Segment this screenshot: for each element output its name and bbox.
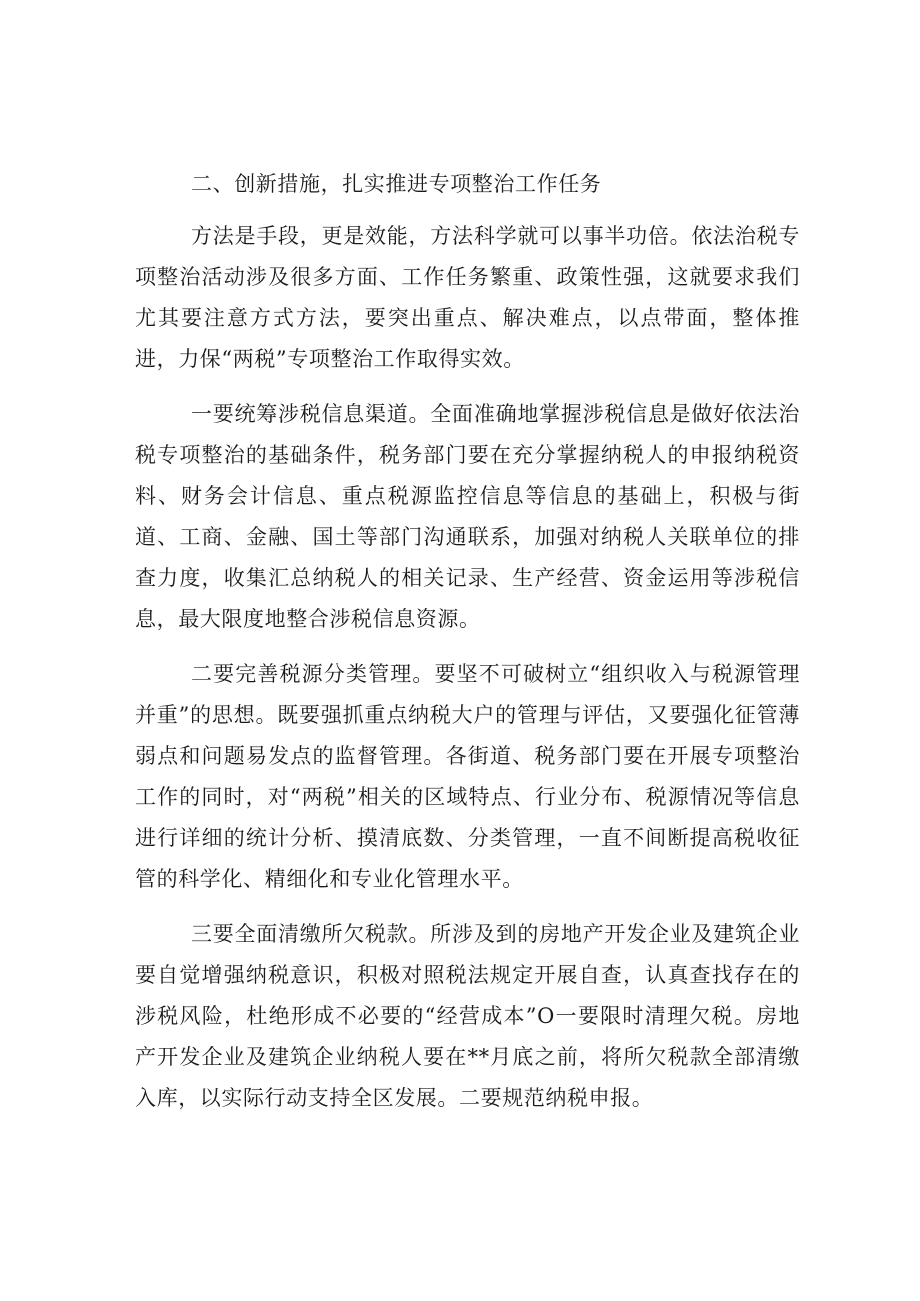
paragraph-tax-info-channels: 一要统筹涉税信息渠道。全面准确地掌握涉税信息是做好依法治税专项整治的基础条件，税务部门要在充分掌握纳税人的申报纳税资料、财务会计信息、重点税源监控信息等信息的基础上，积极与街道、工商、金融、国土等部门沟通联系，加强对纳税人关联单位的排查力度，收集汇总纳税人的相关记录、生产经营、资金运用等涉税信息，最大限度地整合涉税信息资源。 [135,402,800,631]
paragraph-clear-arrears: 三要全面清缴所欠税款。所涉及到的房地产开发企业及建筑企业要自觉增强纳税意识，积极对照税法规定开展自查，认真查找存在的涉税风险，杜绝形成不必要的“经营成本”O一要限时清理欠税。房地产开发企业及建筑企业纳税人要在**月底之前，将所欠税款全部清缴入库，以实际行动支持全区发展。二要规范纳税申报。 [135,922,800,1110]
paragraph-methods: 方法是手段，更是效能，方法科学就可以事半功倍。依法治税专项整治活动涉及很多方面、工作任务繁重、政策性强，这就要求我们尤其要注意方式方法，要突出重点、解决难点，以点带面，整体推进，力保“两税”专项整治工作取得实效。 [135,224,800,371]
document-body [135,162,800,1133]
section-heading: 二、创新措施，扎实推进专项整治工作任务 [191,172,602,196]
paragraph-tax-source-management: 二要完善税源分类管理。要坚不可破树立“组织收入与税源管理并重”的思想。既要强抓重点纳税大户的管理与评估，又要强化征管薄弱点和问题易发点的监督管理。各街道、税务部门要在开展专项整治工作的同时，对“两税”相关的区域特点、行业分布、税源情况等信息进行详细的统计分析、摸清底数、分类管理，一直不间断提高税收征管的科学化、精细化和专业化管理水平。 [135,662,800,891]
